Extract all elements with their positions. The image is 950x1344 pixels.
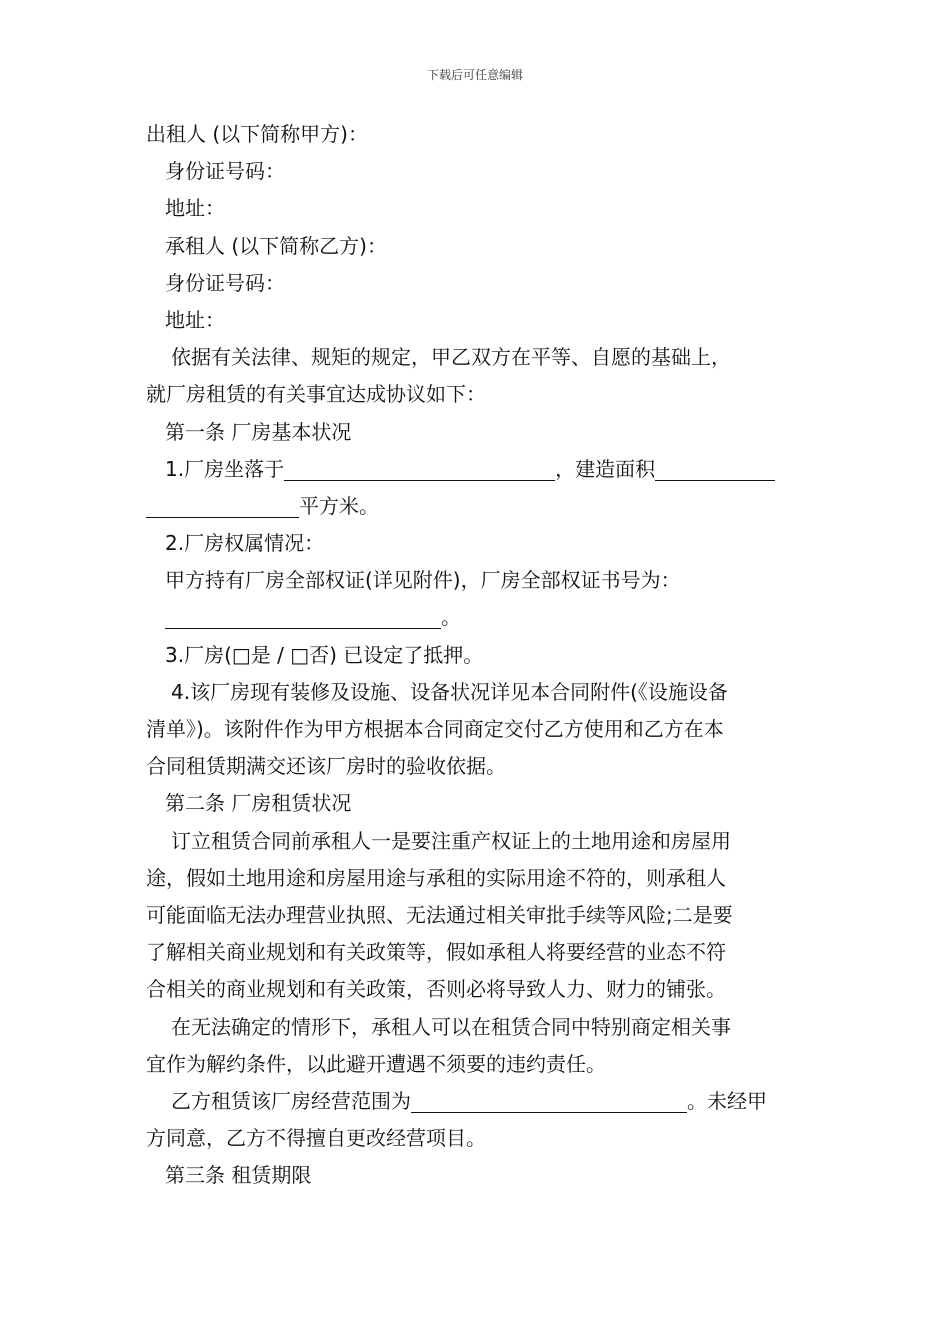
lessee-line: 承租人 (以下简称乙方)： (165, 233, 387, 258)
clause-1-2-line: 甲方持有厂房全部权证(详见附件)，厂房全部权证书号为： (165, 568, 681, 593)
clause-1-2-heading: 2.厂房权属情况： (165, 531, 325, 556)
article-2-para-2-line-1: 在无法确定的情形下，承租人可以在租赁合同中特别商定相关事 (171, 1014, 731, 1039)
area-blank-1 (655, 456, 775, 481)
business-scope-tail: 。未经甲 (687, 1088, 767, 1113)
clause-1-1-label: 1.厂房坐落于 (165, 456, 285, 481)
article-2-para-1-line-5: 合相关的商业规划和有关政策，否则必将导致人力、财力的铺张。 (146, 977, 726, 1002)
preamble-line-2: 就厂房租赁的有关事宜达成协议如下： (146, 382, 486, 407)
page-header-note: 下载后可任意编辑 (426, 68, 523, 82)
lessee-id-line: 身份证号码： (165, 270, 285, 295)
article-2-para-1-line-4: 了解相关商业规划和有关政策等，假如承租人将要经营的业态不符 (146, 940, 726, 965)
location-blank (284, 456, 555, 481)
business-scope-blank (411, 1088, 687, 1113)
clause-1-4-line-1: 4.该厂房现有装修及设施、设备状况详见本合同附件(《设施设备 (171, 679, 728, 704)
certificate-number-line (146, 599, 808, 636)
certificate-number-blank (165, 604, 441, 629)
preamble-line-1: 依据有关法律、规矩的规定，甲乙双方在平等、自愿的基础上， (171, 345, 731, 370)
lessor-address-line: 地址： (165, 196, 225, 221)
lessor-line: 出租人 (以下简称甲方)： (146, 122, 368, 146)
business-scope-line-2: 方同意，乙方不得擅自更改经营项目。 (146, 1126, 486, 1151)
business-scope-line (146, 1083, 808, 1120)
area-unit: 平方米。 (299, 493, 379, 518)
article-2-para-1-line-2: 途，假如土地用途和房屋用途与承租的实际用途不符的，则承租人 (146, 865, 726, 890)
article-3-heading: 第三条 租赁期限 (165, 1163, 312, 1188)
clause-1-3-line: 3.厂房(□是 / □否) 已设定了抵押。 (165, 642, 484, 667)
area-label: ，建造面积 (555, 456, 656, 481)
business-scope-label: 乙方租赁该厂房经营范围为 (171, 1088, 411, 1113)
lessor-id-line: 身份证号码： (165, 159, 285, 184)
lessee-address-line: 地址： (165, 307, 225, 332)
clause-1-1-line (146, 451, 808, 488)
contract-body (146, 116, 808, 1194)
area-blank-2 (146, 493, 299, 518)
clause-1-1-line-2 (146, 488, 808, 525)
article-1-heading: 第一条 厂房基本状况 (165, 419, 352, 444)
clause-1-4-line-3: 合同租赁期满交还该厂房时的验收依据。 (146, 754, 506, 779)
clause-1-4-line-2: 清单》)。该附件作为甲方根据本合同商定交付乙方使用和乙方在本 (146, 717, 724, 741)
article-2-heading: 第二条 厂房租赁状况 (165, 791, 352, 816)
article-2-para-2-line-2: 宜作为解约条件，以此避开遭遇不须要的违约责任。 (146, 1051, 606, 1076)
certificate-period: 。 (441, 605, 461, 630)
article-2-para-1-line-3: 可能面临无法办理营业执照、无法通过相关审批手续等风险;二是要 (146, 902, 733, 927)
article-2-para-1-line-1: 订立租赁合同前承租人一是要注重产权证上的土地用途和房屋用 (171, 828, 731, 853)
